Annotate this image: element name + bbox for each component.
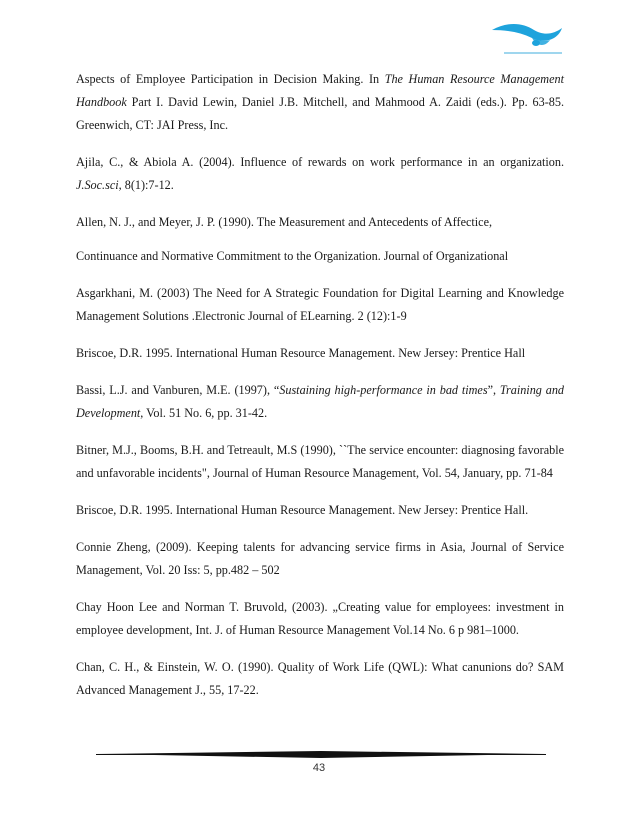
reference-entry [76, 282, 564, 328]
reference-text: Bassi, L.J. and Vanburen, M.E. (1997), “ [76, 383, 280, 397]
page-number: 43 [312, 762, 326, 774]
reference-text: Ajila, C., & Abiola A. (2004). Influence of rewards on work performance in an organization. [76, 155, 564, 169]
reference-text: Aspects of Employee Participation in Decision Making. In [76, 72, 385, 86]
reference-entry [76, 439, 564, 485]
reference-italic-text: J.Soc.sci, [76, 178, 122, 192]
references-list [76, 68, 564, 716]
reference-text: ”, [487, 383, 500, 397]
reference-entry [76, 596, 564, 642]
reference-italic-text: Training and Development [76, 383, 565, 420]
company-logo-icon [488, 18, 578, 60]
reference-text: Continuance and Normative Commitment to the Organization. Journal of Organizational [76, 249, 509, 263]
reference-entry [76, 379, 564, 425]
reference-entry [76, 499, 564, 522]
reference-italic-text: Sustaining high-performance in bad times [279, 383, 488, 397]
reference-entry [76, 211, 564, 234]
reference-entry [76, 536, 564, 582]
reference-text: Part I. David Lewin, Daniel J.B. Mitchell, and Mahmood A. Zaidi (eds.). Pp. 63-85. Greenwich, CT: JAI Press, Inc. [76, 95, 564, 132]
reference-text: Allen, N. J., and Meyer, J. P. (1990). The Measurement and Antecedents of Affectice, [76, 215, 493, 229]
footer-divider [96, 748, 546, 762]
reference-text: 8(1):7-12. [121, 178, 174, 192]
reference-entry [76, 68, 564, 137]
reference-text: Briscoe, D.R. 1995. International Human Resource Management. New Jersey: Prentice Hall [76, 346, 526, 360]
reference-text: Asgarkhani, M. (2003) The Need for A Strategic Foundation for Digital Learning and Knowledge Management Solutions .Electronic Journal of ELearning. 2 (12):1-9 [76, 286, 564, 323]
reference-text: , Vol. 51 No. 6, pp. 31-42. [140, 406, 268, 420]
reference-entry [76, 656, 564, 702]
reference-entry [76, 151, 564, 197]
reference-entry [76, 342, 564, 365]
reference-text: Chan, C. H., & Einstein, W. O. (1990). Quality of Work Life (QWL): What canunions do? SAM Advanced Management J., 55, 17-22. [76, 660, 564, 697]
reference-entry [76, 245, 564, 268]
reference-italic-text: The Human Resource Management Handbook [76, 72, 565, 109]
reference-text: Chay Hoon Lee and Norman T. Bruvold, (2003). „Creating value for employees: investment in employee development, Int. J. of Human Resource Management Vol.14 No. 6 p 981–1000. [76, 600, 564, 637]
reference-text: Bitner, M.J., Booms, B.H. and Tetreault, M.S (1990), ``The service encounter: diagnosing favorable and unfavorable incidents", Journal of Human Resource Management, Vol. 54, January, pp. 71-84 [76, 443, 564, 480]
reference-text: Connie Zheng, (2009). Keeping talents for advancing service firms in Asia, Journal of Service Management, Vol. 20 Iss: 5, pp.482 – 502 [76, 540, 564, 577]
reference-text: Briscoe, D.R. 1995. International Human Resource Management. New Jersey: Prentice Hall. [76, 503, 529, 517]
